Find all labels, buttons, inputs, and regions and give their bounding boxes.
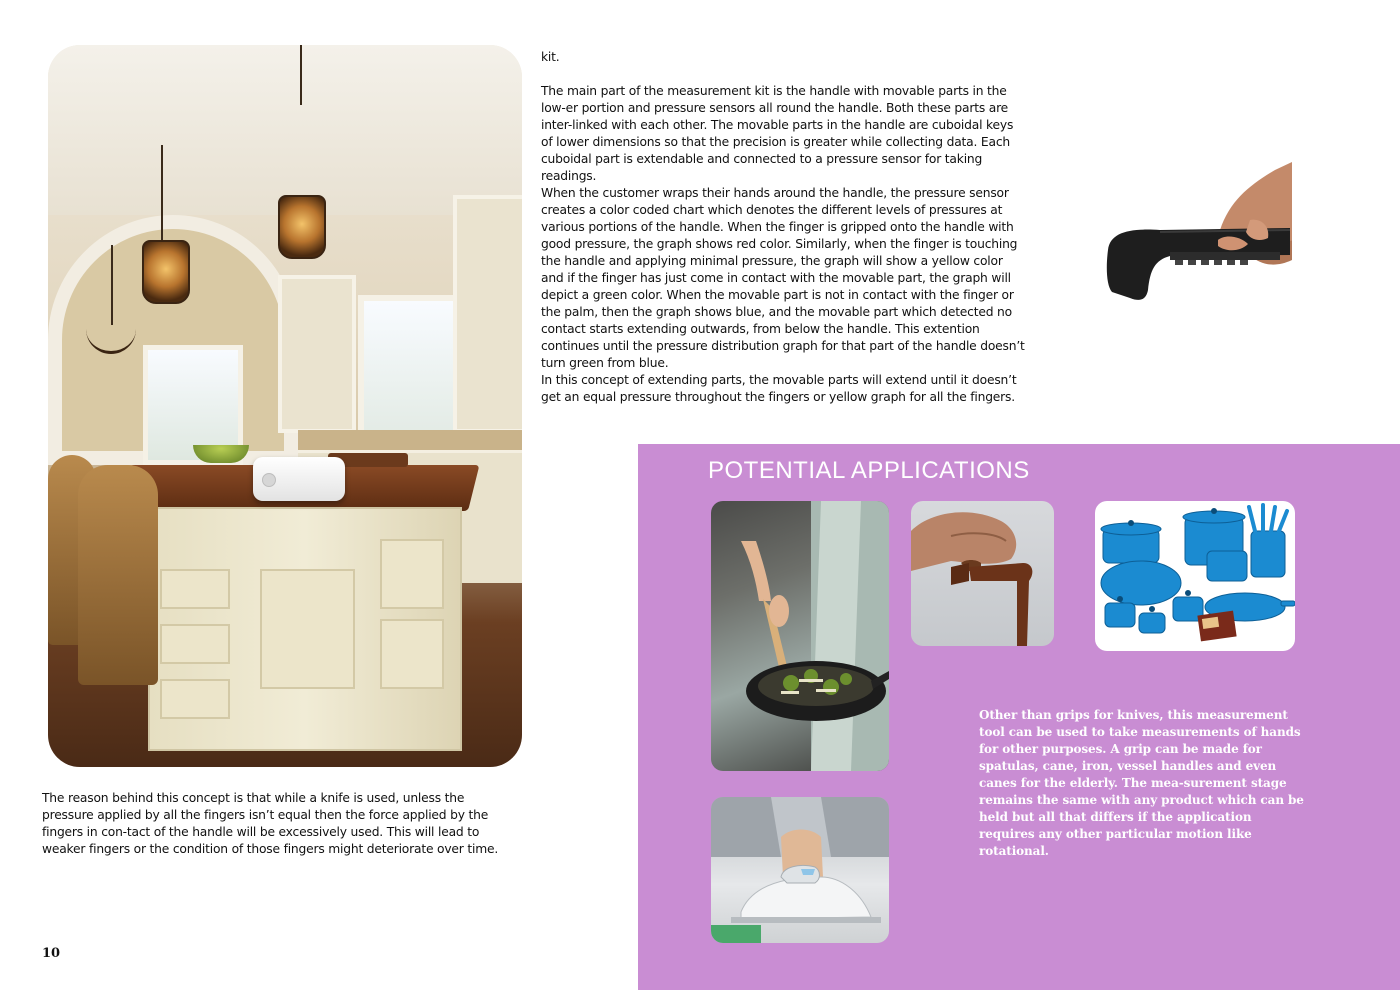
- applications-description: Other than grips for knives, this measurement tool can be used to take measurements of hands for other purposes. A grip can be made for spatulas, cane, iron, vessel handles and even canes for the elderly. The mea-surement stage remains the same with any product which can be held but all that differs if the application requires any other particular motion like rotational.: [979, 708, 1304, 858]
- lamp-chain: [300, 45, 302, 105]
- handle-grip-image: [1100, 160, 1292, 302]
- paragraph: kit.: [541, 50, 560, 64]
- section-title: POTENTIAL APPLICATIONS: [708, 457, 1030, 484]
- wok-cooking-photo: [711, 501, 889, 771]
- island-drawer: [160, 679, 230, 719]
- cane-photo: [911, 501, 1054, 646]
- paragraph: In this concept of extending parts, the movable parts will extend until it doesn’t get an equal pressure throughout the fingers or yellow graph for all the fingers.: [541, 373, 1017, 404]
- island-panel: [260, 569, 355, 689]
- paragraph: [541, 66, 1027, 83]
- island-drawer: [380, 539, 444, 609]
- bar-stool: [78, 465, 158, 685]
- kitchen-island: [148, 507, 462, 751]
- kitchen-glass-cabinet: [278, 275, 356, 433]
- island-drawer: [160, 569, 230, 609]
- pendant-lamp: [278, 195, 326, 259]
- island-drawer: [160, 624, 230, 664]
- cane-illustration: [911, 501, 1054, 646]
- lamp-chain: [111, 245, 113, 325]
- power-button-icon: [262, 473, 276, 487]
- iron-illustration: [711, 797, 889, 943]
- iron-photo: [711, 797, 889, 943]
- pendant-lamp: [142, 240, 190, 304]
- paragraph: The reason behind this concept is that while a knife is used, unless the pressure applied by all the fingers isn’t equal then the force applied by the fingers in con-tact of the handle will be excessively used. This will lead to weaker fingers or the condition of those fingers might deteriorate over time.: [42, 791, 499, 856]
- kitchen-photo: [48, 45, 522, 767]
- wok-illustration: [711, 501, 889, 771]
- paragraph: When the customer wraps their hands around the handle, the pressure sensor creates a color coded chart which denotes the different levels of pressures at various portions of the handle. When the finger is gripped onto the handle with good pressure, the graph shows red color. Similarly, when the finger is touching the handle and applying minimal pressure, the graph will show a yellow color and if the finger has just come in contact with the movable part, the graph will depict a green color. When the movable part is not in contact with the finger or the palm, then the graph shows blue, and the movable part which detected no contact starts extending outwards, from below the handle. This extention continues until the pressure distribution graph for that part of the handle doesn’t turn green from blue.: [541, 186, 1025, 370]
- reason-description: [42, 790, 518, 858]
- kitchen-back-counter: [298, 430, 522, 450]
- main-description: [541, 49, 1027, 406]
- kitchen-ceiling: [48, 45, 522, 215]
- cookware-illustration: [1095, 501, 1295, 651]
- island-drawer: [380, 619, 444, 689]
- cookware-photo: [1095, 501, 1295, 651]
- page-number: 10: [42, 946, 61, 961]
- paragraph: The main part of the measurement kit is the handle with movable parts in the low-er portion and pressure sensors all round the handle. Both these parts are inter-linked with each other. The movable parts in the handle are cuboidal keys of lower dimensions so that the precision is greater while collecting data. Each cuboidal part is extendable and connected to a pressure sensor for taking readings.: [541, 84, 1014, 183]
- lamp-chain: [161, 145, 163, 255]
- kitchen-tall-cabinet: [453, 195, 522, 433]
